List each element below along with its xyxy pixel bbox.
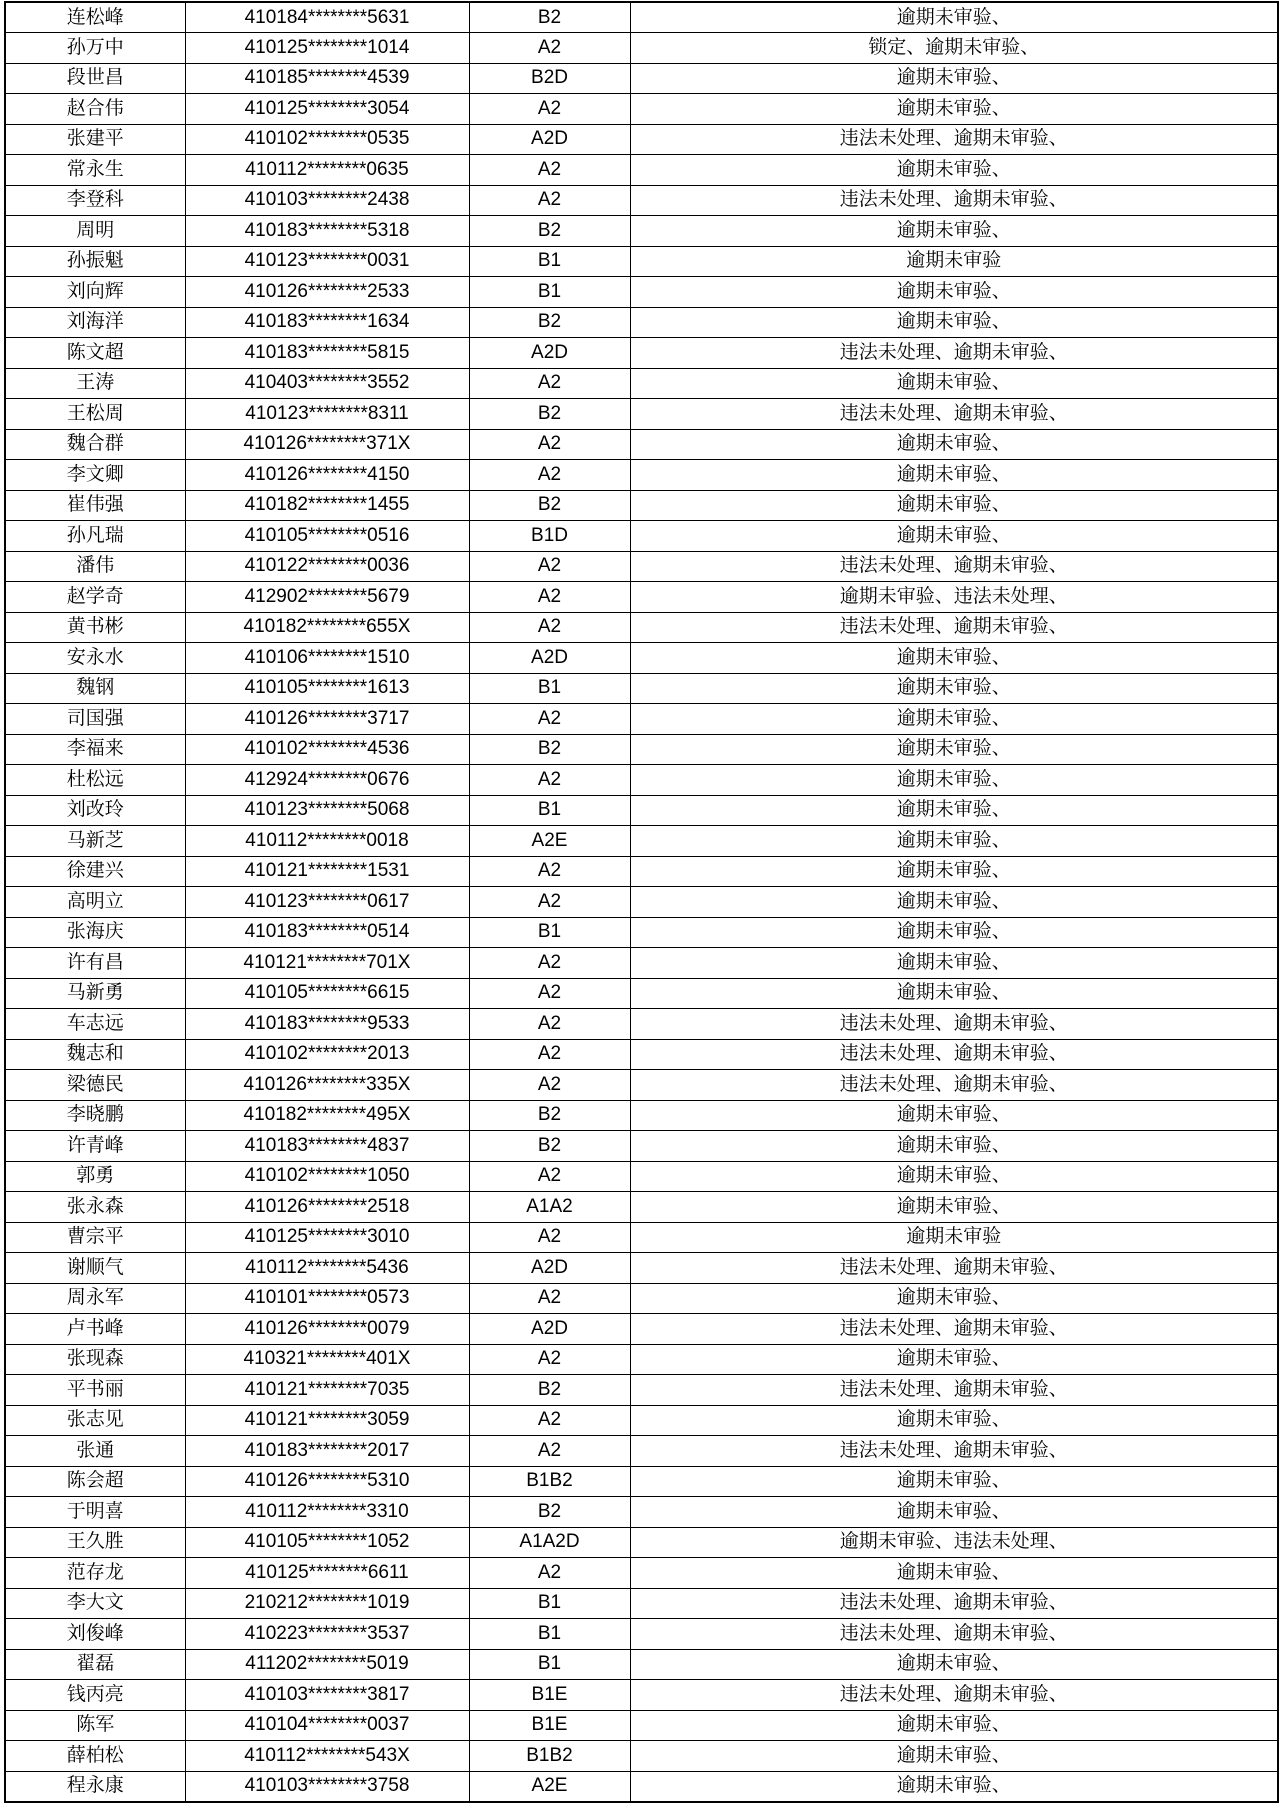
name-cell: 车志远 (5, 1009, 185, 1040)
status-cell: 逾期未审验、 (630, 1100, 1278, 1131)
name-cell: 潘伟 (5, 551, 185, 582)
id-number-cell: 210212********1019 (185, 1588, 469, 1619)
license-class-cell: A2E (469, 826, 630, 857)
status-cell: 违法未处理、逾期未审验、 (630, 1619, 1278, 1650)
status-cell: 逾期未审验、 (630, 795, 1278, 826)
id-number-cell: 410182********495X (185, 1100, 469, 1131)
table-row (5, 1039, 1278, 1070)
table-row (5, 460, 1278, 491)
license-class-cell: A2D (469, 338, 630, 369)
name-cell: 孙凡瑞 (5, 521, 185, 552)
id-number-cell: 410103********3758 (185, 1771, 469, 1802)
id-number-cell: 410403********3552 (185, 368, 469, 399)
status-cell: 逾期未审验、 (630, 1161, 1278, 1192)
id-number-cell: 410123********0031 (185, 246, 469, 277)
status-cell: 逾期未审验、 (630, 704, 1278, 735)
id-number-cell: 410102********2013 (185, 1039, 469, 1070)
name-cell: 张建平 (5, 124, 185, 155)
table-row (5, 1283, 1278, 1314)
id-number-cell: 410121********1531 (185, 856, 469, 887)
license-class-cell: B2 (469, 307, 630, 338)
table-row (5, 216, 1278, 247)
id-number-cell: 410125********3010 (185, 1222, 469, 1253)
name-cell: 于明喜 (5, 1497, 185, 1528)
status-cell: 违法未处理、逾期未审验、 (630, 1253, 1278, 1284)
license-class-cell: B1D (469, 521, 630, 552)
name-cell: 谢顺气 (5, 1253, 185, 1284)
name-cell: 陈文超 (5, 338, 185, 369)
license-class-cell: B2D (469, 63, 630, 94)
license-class-cell: A2 (469, 33, 630, 64)
name-cell: 张现森 (5, 1344, 185, 1375)
license-class-cell: B1 (469, 246, 630, 277)
name-cell: 平书丽 (5, 1375, 185, 1406)
license-class-cell: A2 (469, 1436, 630, 1467)
table-row (5, 1009, 1278, 1040)
table-row (5, 33, 1278, 64)
license-class-cell: A2D (469, 1314, 630, 1345)
name-cell: 王松周 (5, 399, 185, 430)
status-cell: 违法未处理、逾期未审验、 (630, 1588, 1278, 1619)
name-cell: 魏合群 (5, 429, 185, 460)
name-cell: 杜松远 (5, 765, 185, 796)
status-cell: 逾期未审验、 (630, 1344, 1278, 1375)
table-row (5, 1771, 1278, 1802)
id-number-cell: 410183********5815 (185, 338, 469, 369)
table-row (5, 338, 1278, 369)
license-class-cell: B2 (469, 216, 630, 247)
license-class-cell: A2 (469, 948, 630, 979)
driver-license-status-table (4, 1, 1279, 1803)
table-row (5, 1253, 1278, 1284)
license-class-cell: A2 (469, 429, 630, 460)
id-number-cell: 410112********5436 (185, 1253, 469, 1284)
table-row (5, 826, 1278, 857)
status-cell: 违法未处理、逾期未审验、 (630, 551, 1278, 582)
status-cell: 逾期未审验、 (630, 460, 1278, 491)
table-row (5, 1741, 1278, 1772)
license-class-cell: B1B2 (469, 1466, 630, 1497)
status-cell: 逾期未审验、 (630, 307, 1278, 338)
status-cell: 逾期未审验、 (630, 429, 1278, 460)
table-row (5, 1070, 1278, 1101)
license-class-cell: A2 (469, 1405, 630, 1436)
table-row (5, 1649, 1278, 1680)
name-cell: 刘向辉 (5, 277, 185, 308)
table-row (5, 917, 1278, 948)
status-cell: 违法未处理、逾期未审验、 (630, 1436, 1278, 1467)
status-cell: 违法未处理、逾期未审验、 (630, 185, 1278, 216)
table-row (5, 307, 1278, 338)
id-number-cell: 410223********3537 (185, 1619, 469, 1650)
table-row (5, 1222, 1278, 1253)
status-cell: 逾期未审验、 (630, 1131, 1278, 1162)
id-number-cell: 410126********0079 (185, 1314, 469, 1345)
id-number-cell: 410123********5068 (185, 795, 469, 826)
status-cell: 逾期未审验、 (630, 368, 1278, 399)
status-cell: 逾期未审验、 (630, 887, 1278, 918)
status-cell: 违法未处理、逾期未审验、 (630, 1680, 1278, 1711)
table-row (5, 1436, 1278, 1467)
license-class-cell: A2D (469, 643, 630, 674)
name-cell: 曹宗平 (5, 1222, 185, 1253)
name-cell: 王久胜 (5, 1527, 185, 1558)
status-cell: 锁定、逾期未审验、 (630, 33, 1278, 64)
id-number-cell: 410183********0514 (185, 917, 469, 948)
status-cell: 逾期未审验、 (630, 1497, 1278, 1528)
table-row (5, 63, 1278, 94)
id-number-cell: 410125********6611 (185, 1558, 469, 1589)
status-cell: 逾期未审验、 (630, 490, 1278, 521)
status-cell: 违法未处理、逾期未审验、 (630, 1070, 1278, 1101)
table-row (5, 94, 1278, 125)
name-cell: 王涛 (5, 368, 185, 399)
status-cell: 逾期未审验、违法未处理、 (630, 582, 1278, 613)
table-row (5, 1710, 1278, 1741)
name-cell: 张通 (5, 1436, 185, 1467)
license-class-cell: B2 (469, 1100, 630, 1131)
name-cell: 李登科 (5, 185, 185, 216)
table-row (5, 124, 1278, 155)
id-number-cell: 410182********655X (185, 612, 469, 643)
id-number-cell: 410183********2017 (185, 1436, 469, 1467)
status-cell: 逾期未审验、违法未处理、 (630, 1527, 1278, 1558)
table-row (5, 948, 1278, 979)
document-page (4, 1, 1277, 1803)
license-class-cell: A2D (469, 1253, 630, 1284)
table-row (5, 582, 1278, 613)
name-cell: 魏钢 (5, 673, 185, 704)
id-number-cell: 410126********5310 (185, 1466, 469, 1497)
id-number-cell: 410126********335X (185, 1070, 469, 1101)
name-cell: 司国强 (5, 704, 185, 735)
license-class-cell: B1 (469, 795, 630, 826)
license-class-cell: B2 (469, 2, 630, 33)
status-cell: 逾期未审验、 (630, 673, 1278, 704)
status-cell: 逾期未审验、 (630, 521, 1278, 552)
name-cell: 周永军 (5, 1283, 185, 1314)
id-number-cell: 410112********543X (185, 1741, 469, 1772)
status-cell: 逾期未审验、 (630, 1649, 1278, 1680)
license-class-cell: B2 (469, 1131, 630, 1162)
id-number-cell: 410123********0617 (185, 887, 469, 918)
table-row (5, 1192, 1278, 1223)
name-cell: 赵学奇 (5, 582, 185, 613)
table-row (5, 612, 1278, 643)
table-row (5, 1588, 1278, 1619)
license-class-cell: B2 (469, 1497, 630, 1528)
name-cell: 李文卿 (5, 460, 185, 491)
table-row (5, 978, 1278, 1009)
status-cell: 逾期未审验、 (630, 1283, 1278, 1314)
id-number-cell: 412902********5679 (185, 582, 469, 613)
status-cell: 违法未处理、逾期未审验、 (630, 399, 1278, 430)
id-number-cell: 410103********2438 (185, 185, 469, 216)
id-number-cell: 410183********5318 (185, 216, 469, 247)
id-number-cell: 411202********5019 (185, 1649, 469, 1680)
status-cell: 违法未处理、逾期未审验、 (630, 1009, 1278, 1040)
license-class-cell: B1B2 (469, 1741, 630, 1772)
license-class-cell: A2 (469, 704, 630, 735)
id-number-cell: 410112********3310 (185, 1497, 469, 1528)
id-number-cell: 410106********1510 (185, 643, 469, 674)
name-cell: 卢书峰 (5, 1314, 185, 1345)
license-class-cell: A2 (469, 978, 630, 1009)
license-class-cell: A2 (469, 1344, 630, 1375)
id-number-cell: 410121********701X (185, 948, 469, 979)
name-cell: 张志见 (5, 1405, 185, 1436)
id-number-cell: 410183********9533 (185, 1009, 469, 1040)
table-row (5, 1161, 1278, 1192)
name-cell: 钱丙亮 (5, 1680, 185, 1711)
table-row (5, 734, 1278, 765)
table-row (5, 795, 1278, 826)
id-number-cell: 410183********4837 (185, 1131, 469, 1162)
table-row (5, 1527, 1278, 1558)
status-cell: 违法未处理、逾期未审验、 (630, 1039, 1278, 1070)
status-cell: 逾期未审验、 (630, 917, 1278, 948)
name-cell: 刘改玲 (5, 795, 185, 826)
table-row (5, 185, 1278, 216)
status-cell: 逾期未审验、 (630, 734, 1278, 765)
id-number-cell: 410101********0573 (185, 1283, 469, 1314)
license-class-cell: A2 (469, 155, 630, 186)
status-cell: 逾期未审验、 (630, 978, 1278, 1009)
name-cell: 徐建兴 (5, 856, 185, 887)
license-class-cell: B1 (469, 1588, 630, 1619)
table-row (5, 1558, 1278, 1589)
name-cell: 李晓鹏 (5, 1100, 185, 1131)
table-row (5, 1466, 1278, 1497)
table-row (5, 1680, 1278, 1711)
name-cell: 孙振魁 (5, 246, 185, 277)
license-class-cell: B1 (469, 673, 630, 704)
license-class-cell: A2 (469, 765, 630, 796)
id-number-cell: 410183********1634 (185, 307, 469, 338)
license-class-cell: A1A2 (469, 1192, 630, 1223)
id-number-cell: 410125********3054 (185, 94, 469, 125)
id-number-cell: 410184********5631 (185, 2, 469, 33)
id-number-cell: 410125********1014 (185, 33, 469, 64)
table-row (5, 429, 1278, 460)
id-number-cell: 410103********3817 (185, 1680, 469, 1711)
license-class-cell: A2 (469, 612, 630, 643)
table-row (5, 1619, 1278, 1650)
id-number-cell: 410102********1050 (185, 1161, 469, 1192)
table-row (5, 521, 1278, 552)
status-cell: 逾期未审验、 (630, 1558, 1278, 1589)
status-cell: 逾期未审验、 (630, 1741, 1278, 1772)
license-class-cell: A2 (469, 551, 630, 582)
id-number-cell: 410105********0516 (185, 521, 469, 552)
status-cell: 违法未处理、逾期未审验、 (630, 612, 1278, 643)
id-number-cell: 410105********6615 (185, 978, 469, 1009)
status-cell: 逾期未审验、 (630, 94, 1278, 125)
id-number-cell: 410122********0036 (185, 551, 469, 582)
table-row (5, 1100, 1278, 1131)
table-row (5, 887, 1278, 918)
id-number-cell: 410126********371X (185, 429, 469, 460)
name-cell: 常永生 (5, 155, 185, 186)
status-cell: 逾期未审验、 (630, 277, 1278, 308)
status-cell: 逾期未审验、 (630, 1771, 1278, 1802)
license-class-cell: A2 (469, 460, 630, 491)
name-cell: 范存龙 (5, 1558, 185, 1589)
table-row (5, 277, 1278, 308)
license-class-cell: B1 (469, 1649, 630, 1680)
status-cell: 逾期未审验、 (630, 643, 1278, 674)
table-row (5, 1344, 1278, 1375)
status-cell: 逾期未审验、 (630, 1710, 1278, 1741)
id-number-cell: 410126********2518 (185, 1192, 469, 1223)
table-row (5, 246, 1278, 277)
license-class-cell: B1E (469, 1710, 630, 1741)
status-cell: 违法未处理、逾期未审验、 (630, 1375, 1278, 1406)
status-cell: 逾期未审验、 (630, 1405, 1278, 1436)
table-row (5, 856, 1278, 887)
name-cell: 陈军 (5, 1710, 185, 1741)
name-cell: 张永森 (5, 1192, 185, 1223)
status-cell: 逾期未审验、 (630, 948, 1278, 979)
id-number-cell: 410105********1613 (185, 673, 469, 704)
name-cell: 许有昌 (5, 948, 185, 979)
table-row (5, 490, 1278, 521)
name-cell: 孙万中 (5, 33, 185, 64)
name-cell: 赵合伟 (5, 94, 185, 125)
name-cell: 黄书彬 (5, 612, 185, 643)
table-row (5, 1405, 1278, 1436)
license-class-cell: A2 (469, 94, 630, 125)
status-cell: 违法未处理、逾期未审验、 (630, 124, 1278, 155)
name-cell: 梁德民 (5, 1070, 185, 1101)
id-number-cell: 410104********0037 (185, 1710, 469, 1741)
name-cell: 刘海洋 (5, 307, 185, 338)
status-cell: 逾期未审验 (630, 246, 1278, 277)
status-cell: 逾期未审验 (630, 1222, 1278, 1253)
name-cell: 陈会超 (5, 1466, 185, 1497)
license-class-cell: A2 (469, 582, 630, 613)
status-cell: 逾期未审验、 (630, 2, 1278, 33)
license-class-cell: A2 (469, 1161, 630, 1192)
id-number-cell: 410185********4539 (185, 63, 469, 94)
id-number-cell: 410126********2533 (185, 277, 469, 308)
id-number-cell: 410121********7035 (185, 1375, 469, 1406)
table-row (5, 1497, 1278, 1528)
license-class-cell: B2 (469, 1375, 630, 1406)
id-number-cell: 410112********0018 (185, 826, 469, 857)
table-row (5, 1131, 1278, 1162)
license-class-cell: A2 (469, 1283, 630, 1314)
id-number-cell: 410126********3717 (185, 704, 469, 735)
name-cell: 崔伟强 (5, 490, 185, 521)
table-row (5, 765, 1278, 796)
id-number-cell: 410105********1052 (185, 1527, 469, 1558)
table-row (5, 704, 1278, 735)
name-cell: 连松峰 (5, 2, 185, 33)
id-number-cell: 412924********0676 (185, 765, 469, 796)
name-cell: 程永康 (5, 1771, 185, 1802)
status-cell: 逾期未审验、 (630, 856, 1278, 887)
name-cell: 许青峰 (5, 1131, 185, 1162)
id-number-cell: 410123********8311 (185, 399, 469, 430)
status-cell: 逾期未审验、 (630, 1466, 1278, 1497)
table-row (5, 368, 1278, 399)
license-class-cell: A2 (469, 856, 630, 887)
name-cell: 李大文 (5, 1588, 185, 1619)
name-cell: 安永水 (5, 643, 185, 674)
license-class-cell: A2 (469, 368, 630, 399)
table-row (5, 551, 1278, 582)
license-class-cell: A2 (469, 1558, 630, 1589)
license-class-cell: B2 (469, 490, 630, 521)
license-class-cell: B1 (469, 1619, 630, 1650)
name-cell: 翟磊 (5, 1649, 185, 1680)
license-class-cell: B1 (469, 277, 630, 308)
name-cell: 马新芝 (5, 826, 185, 857)
license-class-cell: B1 (469, 917, 630, 948)
license-class-cell: A2 (469, 1222, 630, 1253)
name-cell: 薛柏松 (5, 1741, 185, 1772)
status-cell: 违法未处理、逾期未审验、 (630, 338, 1278, 369)
id-number-cell: 410182********1455 (185, 490, 469, 521)
table-row (5, 155, 1278, 186)
license-class-cell: A1A2D (469, 1527, 630, 1558)
status-cell: 逾期未审验、 (630, 216, 1278, 247)
name-cell: 段世昌 (5, 63, 185, 94)
table-row (5, 1375, 1278, 1406)
status-cell: 逾期未审验、 (630, 765, 1278, 796)
id-number-cell: 410126********4150 (185, 460, 469, 491)
license-class-cell: A2 (469, 185, 630, 216)
name-cell: 李福来 (5, 734, 185, 765)
name-cell: 郭勇 (5, 1161, 185, 1192)
status-cell: 逾期未审验、 (630, 63, 1278, 94)
id-number-cell: 410321********401X (185, 1344, 469, 1375)
name-cell: 周明 (5, 216, 185, 247)
name-cell: 魏志和 (5, 1039, 185, 1070)
license-class-cell: B2 (469, 399, 630, 430)
license-class-cell: A2 (469, 1039, 630, 1070)
id-number-cell: 410112********0635 (185, 155, 469, 186)
id-number-cell: 410121********3059 (185, 1405, 469, 1436)
status-cell: 逾期未审验、 (630, 826, 1278, 857)
table-row (5, 1314, 1278, 1345)
status-cell: 违法未处理、逾期未审验、 (630, 1314, 1278, 1345)
id-number-cell: 410102********0535 (185, 124, 469, 155)
name-cell: 张海庆 (5, 917, 185, 948)
name-cell: 刘俊峰 (5, 1619, 185, 1650)
status-cell: 逾期未审验、 (630, 1192, 1278, 1223)
table-row (5, 673, 1278, 704)
name-cell: 高明立 (5, 887, 185, 918)
license-class-cell: A2 (469, 887, 630, 918)
license-class-cell: B2 (469, 734, 630, 765)
table-row (5, 2, 1278, 33)
license-class-cell: A2 (469, 1009, 630, 1040)
table-row (5, 399, 1278, 430)
table-row (5, 643, 1278, 674)
id-number-cell: 410102********4536 (185, 734, 469, 765)
name-cell: 马新勇 (5, 978, 185, 1009)
table-body (5, 2, 1278, 1802)
license-class-cell: A2D (469, 124, 630, 155)
license-class-cell: A2E (469, 1771, 630, 1802)
status-cell: 逾期未审验、 (630, 155, 1278, 186)
license-class-cell: B1E (469, 1680, 630, 1711)
license-class-cell: A2 (469, 1070, 630, 1101)
